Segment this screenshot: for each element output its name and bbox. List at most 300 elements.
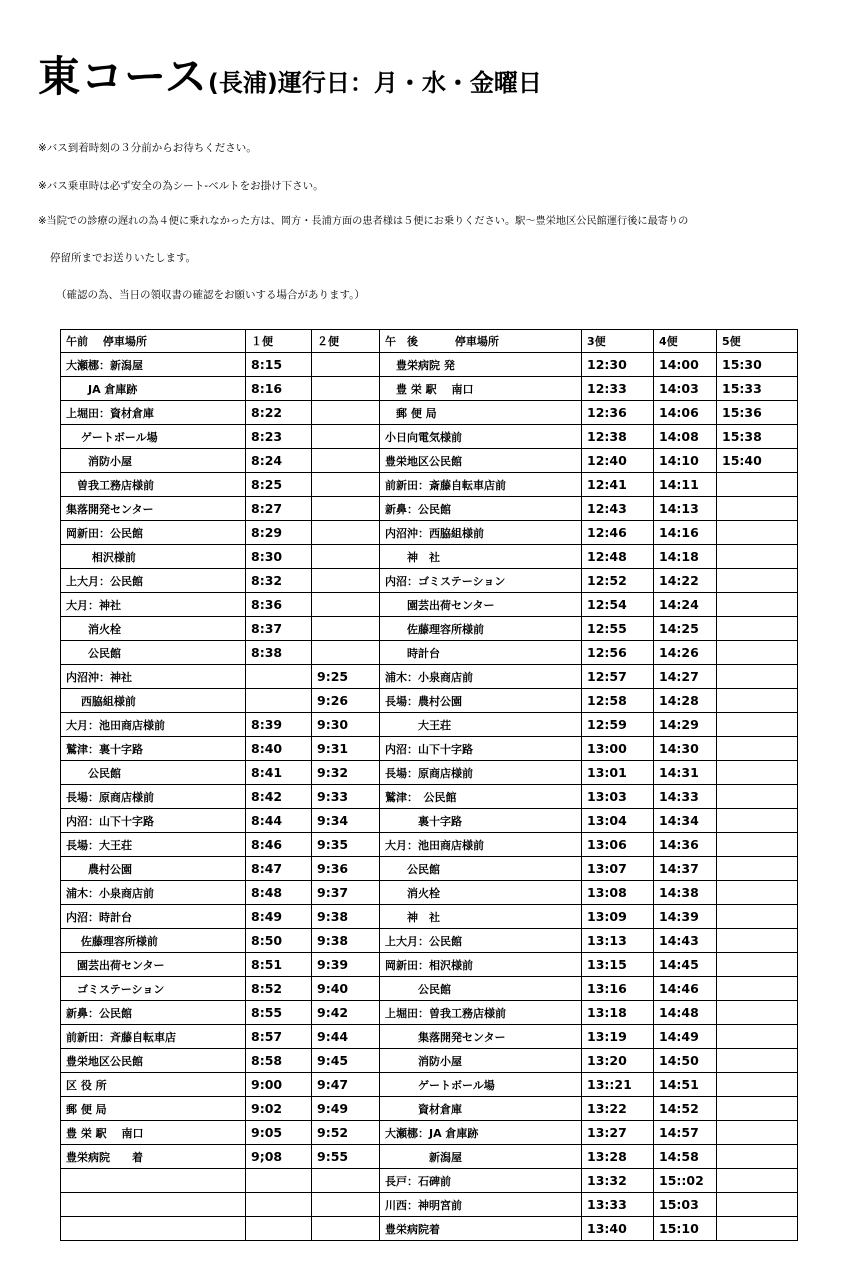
- run5-time-cell: 15:33: [717, 377, 798, 401]
- run4-time-cell: 15:03: [654, 1193, 717, 1217]
- pm-stop-cell: 集落開発センター: [380, 1025, 582, 1049]
- run2-time-cell: 9:47: [312, 1073, 380, 1097]
- run2-time-cell: 9:38: [312, 929, 380, 953]
- table-row: [61, 377, 798, 401]
- run1-time-cell: 9;08: [246, 1145, 312, 1169]
- run4-time-cell: 14:51: [654, 1073, 717, 1097]
- table-row: [61, 977, 798, 1001]
- run2-time-cell: [312, 497, 380, 521]
- pm-stop-cell: 上大月：公民館: [380, 929, 582, 953]
- table-row: [61, 569, 798, 593]
- pm-stop-cell: 園芸出荷センター: [380, 593, 582, 617]
- run5-time-cell: 15:36: [717, 401, 798, 425]
- run5-time-cell: [717, 545, 798, 569]
- run3-time-cell: 13:04: [582, 809, 654, 833]
- pm-stop-cell: 公民館: [380, 857, 582, 881]
- run2-time-cell: 9:32: [312, 761, 380, 785]
- am-stop-cell: 消防小屋: [61, 449, 246, 473]
- run3-time-cell: 13:28: [582, 1145, 654, 1169]
- run3-time-cell: 13:03: [582, 785, 654, 809]
- am-stop-cell: 内沼：時計台: [61, 905, 246, 929]
- run2-time-cell: 9:42: [312, 1001, 380, 1025]
- run5-time-cell: [717, 1121, 798, 1145]
- pm-stop-cell: 豊栄病院着: [380, 1217, 582, 1241]
- run2-time-cell: 9:44: [312, 1025, 380, 1049]
- run4-time-cell: 14:22: [654, 569, 717, 593]
- am-stop-cell: 公民館: [61, 761, 246, 785]
- run5-time-cell: [717, 1145, 798, 1169]
- run4-time-cell: 14:26: [654, 641, 717, 665]
- run5-time-cell: 15:30: [717, 353, 798, 377]
- pm-stop-cell: 豊栄地区公民館: [380, 449, 582, 473]
- run2-time-cell: 9:36: [312, 857, 380, 881]
- run5-time-cell: [717, 905, 798, 929]
- table-row: [61, 545, 798, 569]
- run3-time-cell: 13:07: [582, 857, 654, 881]
- table-row: [61, 593, 798, 617]
- run2-time-cell: [312, 1193, 380, 1217]
- table-row: [61, 497, 798, 521]
- run2-time-cell: 9:35: [312, 833, 380, 857]
- run4-time-cell: 14:50: [654, 1049, 717, 1073]
- run2-time-cell: 9:55: [312, 1145, 380, 1169]
- run4-time-cell: 14:52: [654, 1097, 717, 1121]
- table-row: [61, 1145, 798, 1169]
- am-stop-cell: 大月：神社: [61, 593, 246, 617]
- table-row: [61, 713, 798, 737]
- run4-time-cell: 14:29: [654, 713, 717, 737]
- pm-stop-cell: 消火栓: [380, 881, 582, 905]
- run5-time-cell: [717, 833, 798, 857]
- run1-time-cell: 8:39: [246, 713, 312, 737]
- run2-time-cell: 9:39: [312, 953, 380, 977]
- run2-time-cell: 9:40: [312, 977, 380, 1001]
- run4-time-cell: 14:00: [654, 353, 717, 377]
- pm-stop-cell: 小日向電気様前: [380, 425, 582, 449]
- run4-time-cell: 14:10: [654, 449, 717, 473]
- run4-time-cell: 14:18: [654, 545, 717, 569]
- run3-time-cell: 12:41: [582, 473, 654, 497]
- run3-time-cell: 13:19: [582, 1025, 654, 1049]
- pm-stop-cell: 新鼻：公民館: [380, 497, 582, 521]
- pm-stop-cell: 資材倉庫: [380, 1097, 582, 1121]
- pm-stop-cell: 新潟屋: [380, 1145, 582, 1169]
- run2-time-cell: 9:30: [312, 713, 380, 737]
- table-row: [61, 425, 798, 449]
- run5-time-cell: [717, 881, 798, 905]
- run2-time-cell: [312, 353, 380, 377]
- run2-time-cell: 9:25: [312, 665, 380, 689]
- run5-time-cell: [717, 1217, 798, 1241]
- pm-stop-cell: 大月：池田商店様前: [380, 833, 582, 857]
- pm-stop-cell: 川西：神明宮前: [380, 1193, 582, 1217]
- run4-time-cell: 14:08: [654, 425, 717, 449]
- note-arrival: ※バス到着時刻の３分前からお待ちください。: [38, 142, 257, 154]
- run1-time-cell: 8:50: [246, 929, 312, 953]
- run3-time-cell: 12:30: [582, 353, 654, 377]
- run5-time-cell: [717, 953, 798, 977]
- run4-time-cell: 15::02: [654, 1169, 717, 1193]
- run1-time-cell: 8:55: [246, 1001, 312, 1025]
- run5-time-cell: 15:40: [717, 449, 798, 473]
- run3-time-cell: 12:57: [582, 665, 654, 689]
- table-row: [61, 809, 798, 833]
- run2-time-cell: [312, 449, 380, 473]
- run1-time-cell: 9:02: [246, 1097, 312, 1121]
- table-row: [61, 1193, 798, 1217]
- run2-time-cell: 9:26: [312, 689, 380, 713]
- run3-time-cell: 12:46: [582, 521, 654, 545]
- am-stop-cell: [61, 1169, 246, 1193]
- table-row: [61, 449, 798, 473]
- run5-time-cell: [717, 737, 798, 761]
- run1-time-cell: 8:52: [246, 977, 312, 1001]
- run1-time-cell: 8:42: [246, 785, 312, 809]
- run5-time-cell: [717, 593, 798, 617]
- run5-time-cell: [717, 1001, 798, 1025]
- run3-time-cell: 12:48: [582, 545, 654, 569]
- run3-time-cell: 13:27: [582, 1121, 654, 1145]
- run4-time-cell: 14:33: [654, 785, 717, 809]
- table-row: [61, 737, 798, 761]
- run3-time-cell: 13:06: [582, 833, 654, 857]
- am-stop-cell: 浦木：小泉商店前: [61, 881, 246, 905]
- run1-time-cell: 8:47: [246, 857, 312, 881]
- run1-time-cell: 8:29: [246, 521, 312, 545]
- note-delay-cont: 停留所までお送りいたします。: [50, 252, 197, 264]
- am-stop-cell: 消火栓: [61, 617, 246, 641]
- run3-time-cell: 12:36: [582, 401, 654, 425]
- run4-time-cell: 14:57: [654, 1121, 717, 1145]
- run2-time-cell: 9:31: [312, 737, 380, 761]
- run2-time-cell: [312, 593, 380, 617]
- table-row: [61, 881, 798, 905]
- run1-time-cell: 8:24: [246, 449, 312, 473]
- run2-time-cell: [312, 545, 380, 569]
- pm-stop-cell: 豊 栄 駅 南口: [380, 377, 582, 401]
- note-receipt: （確認の為、当日の領収書の確認をお願いする場合があります。）: [56, 289, 365, 301]
- run5-time-cell: [717, 809, 798, 833]
- run3-time-cell: 12:52: [582, 569, 654, 593]
- run1-time-cell: 8:49: [246, 905, 312, 929]
- run5-time-cell: [717, 569, 798, 593]
- pm-stop-cell: 裏十字路: [380, 809, 582, 833]
- run4-time-cell: 15:10: [654, 1217, 717, 1241]
- am-stop-cell: 集落開発センター: [61, 497, 246, 521]
- run5-time-cell: [717, 785, 798, 809]
- table-row: [61, 785, 798, 809]
- table-row: [61, 1097, 798, 1121]
- run1-time-cell: 8:16: [246, 377, 312, 401]
- run5-time-cell: [717, 641, 798, 665]
- pm-stop-cell: 郵 便 局: [380, 401, 582, 425]
- run3-time-cell: 13:33: [582, 1193, 654, 1217]
- run2-time-cell: [312, 425, 380, 449]
- table-row: [61, 401, 798, 425]
- run1-time-cell: 8:38: [246, 641, 312, 665]
- run3-time-cell: 13:32: [582, 1169, 654, 1193]
- run1-time-cell: 8:27: [246, 497, 312, 521]
- am-stop-cell: 内沼沖：神社: [61, 665, 246, 689]
- run4-time-cell: 14:31: [654, 761, 717, 785]
- pm-stop-cell: 公民館: [380, 977, 582, 1001]
- run5-time-cell: [717, 1049, 798, 1073]
- pm-stop-cell: 浦木：小泉商店前: [380, 665, 582, 689]
- run1-time-cell: 8:40: [246, 737, 312, 761]
- am-stop-cell: 公民館: [61, 641, 246, 665]
- table-row: [61, 689, 798, 713]
- am-stop-cell: 長場：原商店様前: [61, 785, 246, 809]
- pm-stop-cell: 長場：原商店様前: [380, 761, 582, 785]
- run4-time-cell: 14:37: [654, 857, 717, 881]
- run1-time-cell: 8:46: [246, 833, 312, 857]
- run1-time-cell: 9:00: [246, 1073, 312, 1097]
- table-row: [61, 1073, 798, 1097]
- am-stop-cell: 前新田：斉藤自転車店: [61, 1025, 246, 1049]
- am-stop-cell: 豊栄地区公民館: [61, 1049, 246, 1073]
- run2-time-cell: [312, 401, 380, 425]
- pm-stop-cell: 内沼：山下十字路: [380, 737, 582, 761]
- run2-time-cell: 9:34: [312, 809, 380, 833]
- run3-time-cell: 13:18: [582, 1001, 654, 1025]
- run5-time-cell: [717, 1097, 798, 1121]
- run4-time-cell: 14:58: [654, 1145, 717, 1169]
- run1-time-cell: [246, 1169, 312, 1193]
- table-row: [61, 905, 798, 929]
- run2-time-cell: 9:38: [312, 905, 380, 929]
- note-delay: ※当院での診療の遅れの為４便に乗れなかった方は、岡方・長浦方面の患者様は５便にお乗りください。駅～豊栄地区公民館運行後に最寄りの: [38, 216, 689, 227]
- run4-time-cell: 14:43: [654, 929, 717, 953]
- run1-time-cell: [246, 665, 312, 689]
- run3-time-cell: 13:00: [582, 737, 654, 761]
- am-stop-cell: ゴミステーション: [61, 977, 246, 1001]
- run5-time-cell: [717, 977, 798, 1001]
- run1-time-cell: 8:37: [246, 617, 312, 641]
- am-stop-cell: 大瀬梛：新潟屋: [61, 353, 246, 377]
- run4-time-cell: 14:11: [654, 473, 717, 497]
- page-title: [38, 44, 542, 104]
- table-row: [61, 521, 798, 545]
- run1-time-cell: [246, 689, 312, 713]
- run3-time-cell: 13:22: [582, 1097, 654, 1121]
- run4-time-cell: 14:38: [654, 881, 717, 905]
- pm-stop-cell: 神 社: [380, 905, 582, 929]
- run4-time-cell: 14:27: [654, 665, 717, 689]
- table-row: [61, 353, 798, 377]
- run5-time-cell: [717, 761, 798, 785]
- am-stop-cell: [61, 1217, 246, 1241]
- header-run-5: 5便: [717, 330, 798, 353]
- table-row: [61, 857, 798, 881]
- run3-time-cell: 13:09: [582, 905, 654, 929]
- run2-time-cell: 9:45: [312, 1049, 380, 1073]
- run3-time-cell: 12:58: [582, 689, 654, 713]
- header-run-1: １便: [246, 330, 312, 353]
- run2-time-cell: [312, 569, 380, 593]
- run1-time-cell: 8:30: [246, 545, 312, 569]
- pm-stop-cell: 大王荘: [380, 713, 582, 737]
- am-stop-cell: 岡新田：公民館: [61, 521, 246, 545]
- header-run-4: 4便: [654, 330, 717, 353]
- run5-time-cell: [717, 1193, 798, 1217]
- am-stop-cell: 長場：大王荘: [61, 833, 246, 857]
- am-stop-cell: JA 倉庫跡: [61, 377, 246, 401]
- pm-stop-cell: 内沼沖：西脇組様前: [380, 521, 582, 545]
- table-row: [61, 473, 798, 497]
- table-row: [61, 1217, 798, 1241]
- table-row: [61, 1169, 798, 1193]
- am-stop-cell: 豊 栄 駅 南口: [61, 1121, 246, 1145]
- pm-stop-cell: 前新田：斎藤自転車店前: [380, 473, 582, 497]
- run4-time-cell: 14:28: [654, 689, 717, 713]
- header-run-2: ２便: [312, 330, 380, 353]
- pm-stop-cell: 大瀬梛：JA 倉庫跡: [380, 1121, 582, 1145]
- run4-time-cell: 14:30: [654, 737, 717, 761]
- table-row: [61, 1049, 798, 1073]
- run1-time-cell: 8:58: [246, 1049, 312, 1073]
- table-row: [61, 641, 798, 665]
- table-row: [61, 1001, 798, 1025]
- pm-stop-cell: 内沼：ゴミステーション: [380, 569, 582, 593]
- table-row: [61, 1121, 798, 1145]
- run3-time-cell: 12:33: [582, 377, 654, 401]
- run4-time-cell: 14:24: [654, 593, 717, 617]
- course-name: 東コース: [38, 52, 208, 101]
- run2-time-cell: [312, 1169, 380, 1193]
- note-seatbelt: ※バス乗車時は必ず安全の為シート-ベルトをお掛け下さい。: [38, 180, 324, 192]
- run3-time-cell: 13:20: [582, 1049, 654, 1073]
- run3-time-cell: 13:16: [582, 977, 654, 1001]
- run2-time-cell: 9:33: [312, 785, 380, 809]
- run2-time-cell: 9:37: [312, 881, 380, 905]
- pm-stop-cell: 豊栄病院 発: [380, 353, 582, 377]
- run5-time-cell: 15:38: [717, 425, 798, 449]
- run1-time-cell: 8:23: [246, 425, 312, 449]
- run5-time-cell: [717, 521, 798, 545]
- am-stop-cell: 西脇組様前: [61, 689, 246, 713]
- run5-time-cell: [717, 1025, 798, 1049]
- run2-time-cell: [312, 1217, 380, 1241]
- run1-time-cell: [246, 1217, 312, 1241]
- run2-time-cell: [312, 521, 380, 545]
- run1-time-cell: 9:05: [246, 1121, 312, 1145]
- table-row: [61, 761, 798, 785]
- run1-time-cell: 8:51: [246, 953, 312, 977]
- run3-time-cell: 12:55: [582, 617, 654, 641]
- pm-stop-cell: 上堀田：曽我工務店様前: [380, 1001, 582, 1025]
- run3-time-cell: 13:15: [582, 953, 654, 977]
- run5-time-cell: [717, 617, 798, 641]
- run4-time-cell: 14:45: [654, 953, 717, 977]
- run3-time-cell: 12:38: [582, 425, 654, 449]
- run3-time-cell: 13:40: [582, 1217, 654, 1241]
- table-header-row: [61, 330, 798, 353]
- run1-time-cell: 8:32: [246, 569, 312, 593]
- run3-time-cell: 12:40: [582, 449, 654, 473]
- run4-time-cell: 14:34: [654, 809, 717, 833]
- run5-time-cell: [717, 713, 798, 737]
- table-row: [61, 1025, 798, 1049]
- am-stop-cell: 豊栄病院 着: [61, 1145, 246, 1169]
- timetable: [60, 329, 798, 1241]
- run1-time-cell: 8:22: [246, 401, 312, 425]
- am-stop-cell: ゲートボール場: [61, 425, 246, 449]
- run4-time-cell: 14:49: [654, 1025, 717, 1049]
- am-stop-cell: 区 役 所: [61, 1073, 246, 1097]
- run4-time-cell: 14:48: [654, 1001, 717, 1025]
- run1-time-cell: 8:41: [246, 761, 312, 785]
- run2-time-cell: [312, 473, 380, 497]
- header-pm-stop: 午 後 停車場所: [380, 330, 582, 353]
- am-stop-cell: 上大月：公民館: [61, 569, 246, 593]
- run1-time-cell: 8:15: [246, 353, 312, 377]
- run3-time-cell: 12:59: [582, 713, 654, 737]
- run5-time-cell: [717, 857, 798, 881]
- run4-time-cell: 14:36: [654, 833, 717, 857]
- table-row: [61, 953, 798, 977]
- run5-time-cell: [717, 665, 798, 689]
- run5-time-cell: [717, 929, 798, 953]
- am-stop-cell: 佐藤理容所様前: [61, 929, 246, 953]
- run1-time-cell: 8:25: [246, 473, 312, 497]
- run1-time-cell: [246, 1193, 312, 1217]
- run1-time-cell: 8:36: [246, 593, 312, 617]
- run4-time-cell: 14:03: [654, 377, 717, 401]
- am-stop-cell: 新鼻：公民館: [61, 1001, 246, 1025]
- run5-time-cell: [717, 1073, 798, 1097]
- run3-time-cell: 13:13: [582, 929, 654, 953]
- run3-time-cell: 12:43: [582, 497, 654, 521]
- run4-time-cell: 14:16: [654, 521, 717, 545]
- am-stop-cell: 曽我工務店様前: [61, 473, 246, 497]
- run5-time-cell: [717, 473, 798, 497]
- run1-time-cell: 8:48: [246, 881, 312, 905]
- table-row: [61, 617, 798, 641]
- run2-time-cell: 9:49: [312, 1097, 380, 1121]
- run4-time-cell: 14:06: [654, 401, 717, 425]
- run3-time-cell: 13::21: [582, 1073, 654, 1097]
- am-stop-cell: 内沼：山下十字路: [61, 809, 246, 833]
- am-stop-cell: [61, 1193, 246, 1217]
- header-run-3: 3便: [582, 330, 654, 353]
- am-stop-cell: 相沢様前: [61, 545, 246, 569]
- am-stop-cell: 農村公園: [61, 857, 246, 881]
- run4-time-cell: 14:46: [654, 977, 717, 1001]
- run4-time-cell: 14:13: [654, 497, 717, 521]
- run1-time-cell: 8:44: [246, 809, 312, 833]
- run3-time-cell: 13:08: [582, 881, 654, 905]
- table-row: [61, 833, 798, 857]
- run4-time-cell: 14:39: [654, 905, 717, 929]
- pm-stop-cell: 神 社: [380, 545, 582, 569]
- pm-stop-cell: 岡新田：相沢様前: [380, 953, 582, 977]
- pm-stop-cell: 佐藤理容所様前: [380, 617, 582, 641]
- pm-stop-cell: 長場：農村公園: [380, 689, 582, 713]
- timetable-body: [61, 330, 798, 1241]
- run2-time-cell: 9:52: [312, 1121, 380, 1145]
- am-stop-cell: 園芸出荷センター: [61, 953, 246, 977]
- pm-stop-cell: ゲートボール場: [380, 1073, 582, 1097]
- run3-time-cell: 13:01: [582, 761, 654, 785]
- run4-time-cell: 14:25: [654, 617, 717, 641]
- pm-stop-cell: 鷲津： 公民館: [380, 785, 582, 809]
- run2-time-cell: [312, 617, 380, 641]
- am-stop-cell: 鷲津：裏十字路: [61, 737, 246, 761]
- run2-time-cell: [312, 641, 380, 665]
- course-subtitle: (長浦)運行日：月・水・金曜日: [207, 69, 542, 97]
- run1-time-cell: 8:57: [246, 1025, 312, 1049]
- pm-stop-cell: 消防小屋: [380, 1049, 582, 1073]
